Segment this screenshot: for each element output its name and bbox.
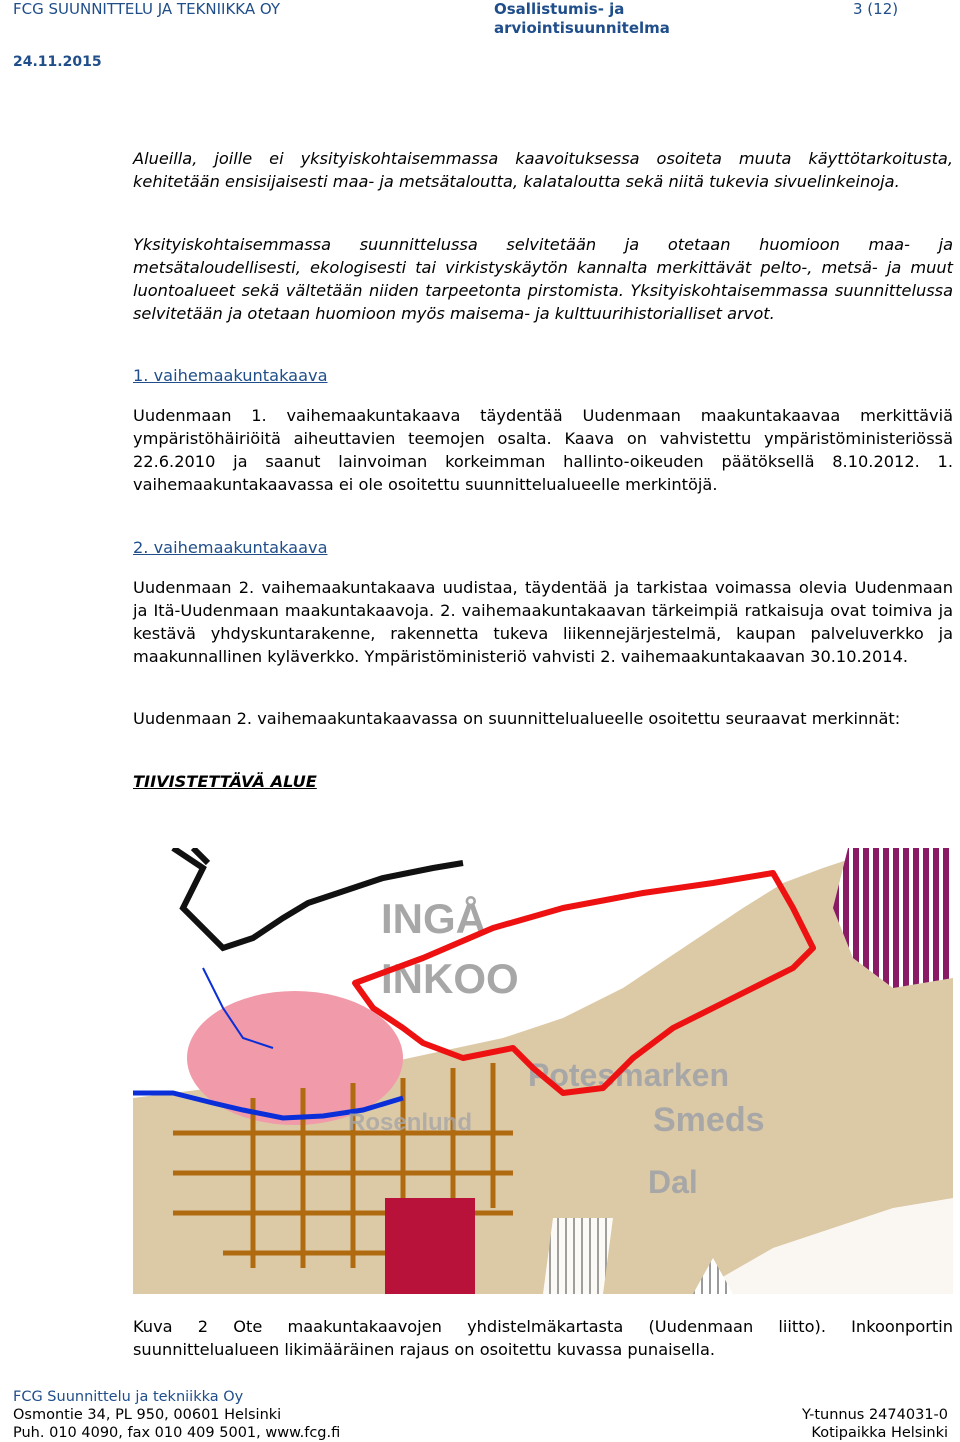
map-label-smeds: Smeds xyxy=(653,1101,765,1139)
map-label-dal: Dal xyxy=(648,1164,698,1200)
section-heading-phase2-text: 2. vaihemaakuntakaava xyxy=(133,538,328,557)
paragraph-phase2: Uudenmaan 2. vaihemaakuntakaava uudistaa, täydentää ja tarkistaa voimassa olevia Uudenmaan ja Itä-Uudenmaan maakuntakaavoja. 2. vaihemaakuntakaavan tärkeimpiä ratkaisuja ovat toimiva ja kestävä yhdyskuntarakenne, rakennetta tukeva liikennejärjestelmä, kaupan palveluverkko ja maakunnallinen kyläverkko. Ympäristöministeriö vahvisti 2. vaihemaakuntakaavan 30.10.2014. xyxy=(133,578,953,666)
footer-domicile: Kotipaikka Helsinki xyxy=(811,1425,948,1441)
header-page-number: 3 (12) xyxy=(853,0,899,18)
marking-heading: TIIVISTETTÄVÄ ALUE xyxy=(133,772,317,791)
map-red-block xyxy=(385,1198,475,1294)
header-title-line2: arviointisuunnitelma xyxy=(494,19,670,37)
section-heading-phase1 xyxy=(133,364,953,387)
section-heading-phase2 xyxy=(133,536,953,559)
header-title-line1: Osallistumis- ja xyxy=(494,0,625,18)
footer-business-id: Y-tunnus 2474031-0 xyxy=(801,1407,948,1423)
figure-caption: Kuva 2 Ote maakuntakaavojen yhdistelmäkartasta (Uudenmaan liitto). Inkoonportin suunnittelualueen likimääräinen rajaus on osoitettu kuvassa punaisella. xyxy=(133,1317,953,1359)
map-gray-stripes xyxy=(543,1218,613,1294)
section-heading-phase1-text: 1. vaihemaakuntakaava xyxy=(133,366,328,385)
paragraph-detailed-planning: Yksityiskohtaisemmassa suunnittelussa selvitetään ja otetaan huomioon maa- ja metsätaloudellisesti, ekologisesti tai virkistyskäytön kannalta merkittävät pelto-, metsä- ja muut luontoalueet sekä vältetään niiden tarpeetonta pirstomista. Yksityiskohtaisemmassa suunnittelussa selvitetään ja otetaan huomioon myös maisema- ja kulttuurihistorialliset arvot. xyxy=(133,235,953,323)
footer-address: Osmontie 34, PL 950, 00601 Helsinki xyxy=(13,1407,282,1423)
header-company: FCG SUUNNITTELU JA TEKNIIKKA OY xyxy=(13,0,281,18)
footer-phone: Puh. 010 4090, fax 010 409 5001, www.fcg.fi xyxy=(13,1425,341,1441)
map-svg xyxy=(133,848,953,1294)
map-label-inga: INGÅ xyxy=(381,895,486,942)
paragraph-land-use: Alueilla, joille ei yksityiskohtaisemmassa kaavoituksessa osoiteta muuta käyttötarkoitusta, kehitetään ensisijaisesti maa- ja metsätaloutta, kalataloutta sekä niitä tukevia sivuelinkeinoja. xyxy=(133,149,953,191)
header-date: 24.11.2015 xyxy=(13,54,102,70)
map-label-potesmarken: Potesmarken xyxy=(528,1057,729,1093)
map-label-inkoo: INKOO xyxy=(381,955,519,1002)
map-label-rosenlund: Rosenlund xyxy=(348,1109,472,1136)
paragraph-phase1: Uudenmaan 1. vaihemaakuntakaava täydentää Uudenmaan maakuntakaavaa merkittäviä ympäristöhäiriöitä aiheuttavien teemojen osalta. Kaava on vahvistettu ympäristöministeriössä 22.6.2010 ja saanut lainvoiman korkeimman hallinto-oikeuden päätöksellä 8.10.2012. 1. vaihemaakuntakaavassa ei ole osoitettu suunnittelualueelle merkintöjä. xyxy=(133,406,953,494)
regional-plan-map xyxy=(133,848,953,1294)
paragraph-phase2-markings: Uudenmaan 2. vaihemaakuntakaavassa on suunnittelualueelle osoitettu seuraavat merkinnät: xyxy=(133,709,901,728)
footer-company: FCG Suunnittelu ja tekniikka Oy xyxy=(13,1389,244,1405)
header-document-title xyxy=(494,0,694,38)
